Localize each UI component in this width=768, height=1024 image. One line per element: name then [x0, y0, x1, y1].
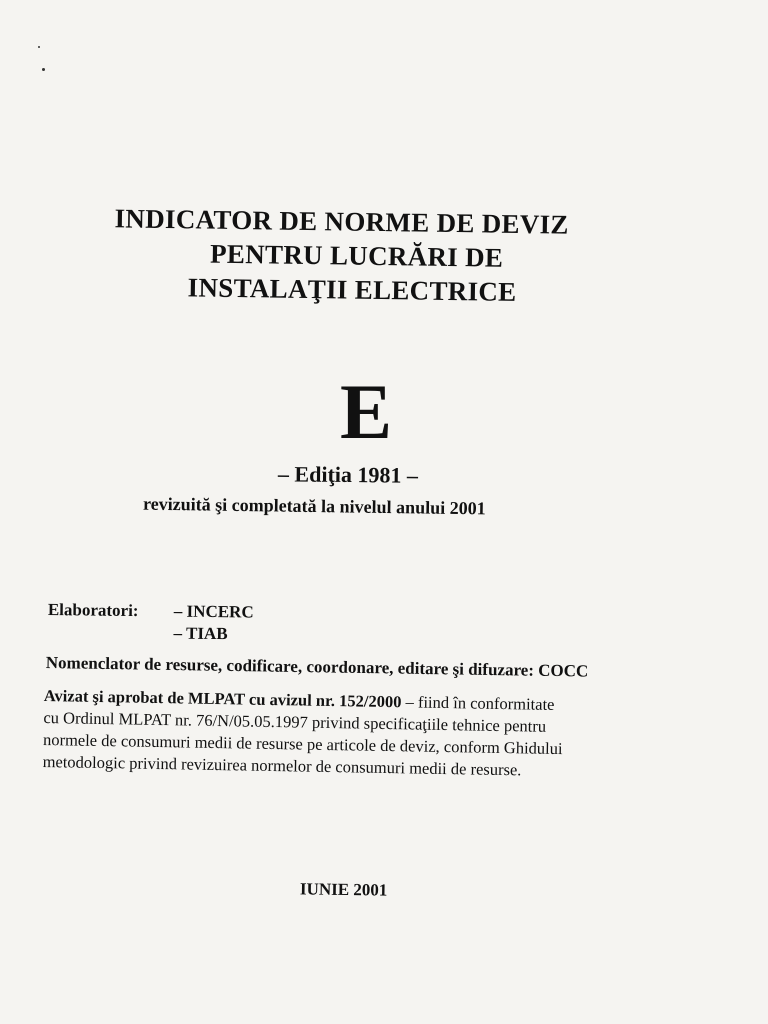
approval-line-1-rest: – fiind în conformitate [401, 692, 555, 714]
authors-block [47, 600, 254, 644]
scan-speck [38, 46, 40, 48]
author-item: – TIAB [173, 623, 228, 644]
scan-speck [42, 68, 45, 71]
approval-line-3: normele de consumuri medii de resurse pe articole de deviz, conform Ghidului [42, 729, 563, 759]
edition-label: – Ediţia 1981 – [277, 461, 419, 488]
document-title [1, 200, 768, 307]
revision-note: revizuită şi completată la nivelul anului 2001 [142, 493, 486, 519]
author-item: – INCERC [173, 601, 254, 622]
volume-letter: E [340, 368, 393, 455]
title-line-1: INDICATOR DE NORME DE DEVIZ [114, 203, 569, 240]
approval-line-2: cu Ordinul MLPAT nr. 76/N/05.05.1997 privind specificaţiile tehnice pentru [43, 707, 547, 736]
title-line-3: INSTALAŢII ELECTRICE [187, 272, 517, 307]
title-line-2: PENTRU LUCRĂRI DE [209, 238, 504, 273]
approval-lead: Avizat şi aprobat de MLPAT cu avizul nr. 152/2000 [43, 685, 402, 712]
approval-paragraph [42, 685, 693, 784]
publication-date: IUNIE 2001 [299, 879, 388, 900]
nomenclator-line: Nomenclator de resurse, codificare, coordonare, editare şi difuzare: COCC [45, 653, 589, 681]
approval-line-4: metodologic privind revizuirea normelor de consumuri medii de resurse. [42, 751, 522, 780]
authors-label: Elaboratori: [47, 600, 139, 621]
